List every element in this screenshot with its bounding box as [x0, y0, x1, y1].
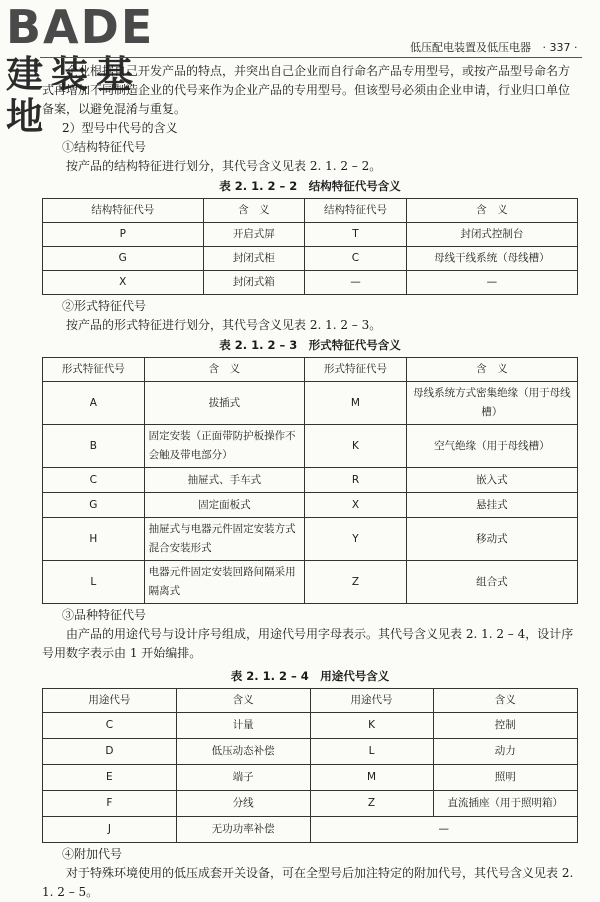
- table-cell: G: [43, 493, 145, 518]
- table-row: [43, 713, 578, 739]
- table-cell: 固定面板式: [144, 493, 305, 518]
- table-row: [43, 468, 578, 493]
- table-header-row: [43, 199, 578, 223]
- table-structure-codes: [42, 198, 578, 295]
- table-cell: 动力: [433, 739, 577, 765]
- item1-text: 按产品的结构特征进行划分，其代号含义见表 2. 1. 2 – 2。: [66, 159, 382, 173]
- header-rule: [40, 57, 582, 58]
- table4-title: 表 2. 1. 2 – 4 用途代号含义: [230, 669, 390, 683]
- table-cell: J: [43, 817, 177, 843]
- table-cell: E: [43, 765, 177, 791]
- table-form-codes: [42, 357, 578, 604]
- table-cell: R: [305, 468, 407, 493]
- table-cell: 悬挂式: [406, 493, 577, 518]
- table-cell: 端子: [176, 765, 310, 791]
- item2-heading: ②形式特征代号: [62, 299, 147, 313]
- item3-heading: ③品种特征代号: [62, 608, 147, 622]
- running-header: [410, 39, 577, 55]
- table-cell: H: [43, 518, 145, 561]
- table-row: [43, 247, 578, 271]
- table-cell: 开启式屏: [203, 223, 305, 247]
- table-cell: Z: [310, 791, 433, 817]
- table-cell: A: [43, 382, 145, 425]
- table-usage-codes: [42, 688, 578, 843]
- item4-text: 对于特殊环境使用的低压成套开关设备，可在全型号后加注特定的附加代号，其代号含义见表 2. 1. 2 – 5。: [42, 866, 574, 899]
- table2-title: 表 2. 1. 2 – 2 结构特征代号含义: [219, 179, 401, 193]
- item2-text: 按产品的形式特征进行划分，其代号含义见表 2. 1. 2 – 3。: [66, 318, 382, 332]
- table-cell: 控制: [433, 713, 577, 739]
- table-cell: 封闭式柜: [203, 247, 305, 271]
- table-row: [43, 425, 578, 468]
- table-header-cell: 形式特征代号: [305, 358, 407, 382]
- table-header-cell: 用途代号: [43, 689, 177, 713]
- table-cell: C: [43, 468, 145, 493]
- table-cell: T: [305, 223, 407, 247]
- table-cell: B: [43, 425, 145, 468]
- table-cell: L: [43, 561, 145, 604]
- table-cell: 分线: [176, 791, 310, 817]
- table-header-cell: 形式特征代号: [43, 358, 145, 382]
- table-cell: 空气绝缘（用于母线槽）: [406, 425, 577, 468]
- table-header-row: [43, 689, 578, 713]
- table-header-cell: 结构特征代号: [305, 199, 407, 223]
- table-cell: K: [305, 425, 407, 468]
- table-cell: 照明: [433, 765, 577, 791]
- table-cell: —: [310, 817, 578, 843]
- table-header-row: [43, 358, 578, 382]
- table-cell: 固定安装（正面带防护板操作不会触及带电部分）: [144, 425, 305, 468]
- table-row: [43, 382, 578, 425]
- table-cell: 抽屉式、手车式: [144, 468, 305, 493]
- table-cell: Z: [305, 561, 407, 604]
- table-cell: 无功功率补偿: [176, 817, 310, 843]
- table-header-cell: 含 义: [406, 199, 577, 223]
- intro-paragraph: 企业根据自己开发产品的特点，并突出自己企业而自行命名产品专用型号，或按产品型号命名方式再增加不同制造企业的代号来作为企业产品的专用型号。但该型号必须由企业申请，行业归口单位备案，以避免混淆与重复。: [42, 64, 571, 116]
- table-cell: —: [305, 271, 407, 295]
- table-cell: G: [43, 247, 204, 271]
- table-row: [43, 493, 578, 518]
- table-cell: 组合式: [406, 561, 577, 604]
- table-cell: D: [43, 739, 177, 765]
- table-cell: 低压动态补偿: [176, 739, 310, 765]
- table-cell: X: [305, 493, 407, 518]
- table-row: [43, 791, 578, 817]
- item4-heading: ④附加代号: [62, 847, 123, 861]
- table-cell: —: [406, 271, 577, 295]
- table-header-cell: 含 义: [144, 358, 305, 382]
- item3-text: 由产品的用途代号与设计序号组成，用途代号用字母表示。其代号含义见表 2. 1. 2 – 4，设计序号用数字表示由 1 开始编排。: [42, 627, 574, 660]
- table-cell: 计量: [176, 713, 310, 739]
- section-heading: 2）型号中代号的含义: [62, 121, 178, 135]
- table-cell: 直流插座（用于照明箱）: [433, 791, 577, 817]
- table-header-cell: 结构特征代号: [43, 199, 204, 223]
- table-row: [43, 518, 578, 561]
- logo-latin: BADE: [6, 0, 155, 54]
- table-cell: 嵌入式: [406, 468, 577, 493]
- table-cell: 封闭式控制台: [406, 223, 577, 247]
- table-cell: 移动式: [406, 518, 577, 561]
- table-cell: X: [43, 271, 204, 295]
- item1-heading: ①结构特征代号: [62, 140, 147, 154]
- table-row: [43, 271, 578, 295]
- table-header-cell: 含义: [176, 689, 310, 713]
- table-row: [43, 561, 578, 604]
- table-cell: P: [43, 223, 204, 247]
- table-header-cell: 用途代号: [310, 689, 433, 713]
- table-row: [43, 817, 578, 843]
- page-content: [42, 62, 578, 902]
- table-cell: 抽屉式与电器元件固定安装方式混合安装形式: [144, 518, 305, 561]
- table-cell: 拔插式: [144, 382, 305, 425]
- table-cell: M: [305, 382, 407, 425]
- table-row: [43, 765, 578, 791]
- table-cell: 母线干线系统（母线槽）: [406, 247, 577, 271]
- table-row: [43, 223, 578, 247]
- table-cell: C: [43, 713, 177, 739]
- table-cell: 封闭式箱: [203, 271, 305, 295]
- table-header-cell: 含义: [433, 689, 577, 713]
- table-header-cell: 含 义: [203, 199, 305, 223]
- table-cell: K: [310, 713, 433, 739]
- logo-chinese: 建装基地: [6, 53, 141, 138]
- table-cell: C: [305, 247, 407, 271]
- table-cell: F: [43, 791, 177, 817]
- table-cell: L: [310, 739, 433, 765]
- table-cell: 母线系统方式密集绝缘（用于母线槽）: [406, 382, 577, 425]
- header-title: 低压配电装置及低压电器: [410, 41, 531, 54]
- table-cell: 电器元件固定安装回路间隔采用隔离式: [144, 561, 305, 604]
- table-row: [43, 739, 578, 765]
- table-cell: Y: [305, 518, 407, 561]
- page-number: · 337 ·: [542, 41, 578, 54]
- table-header-cell: 含 义: [406, 358, 577, 382]
- table-cell: M: [310, 765, 433, 791]
- table3-title: 表 2. 1. 2 – 3 形式特征代号含义: [219, 338, 401, 352]
